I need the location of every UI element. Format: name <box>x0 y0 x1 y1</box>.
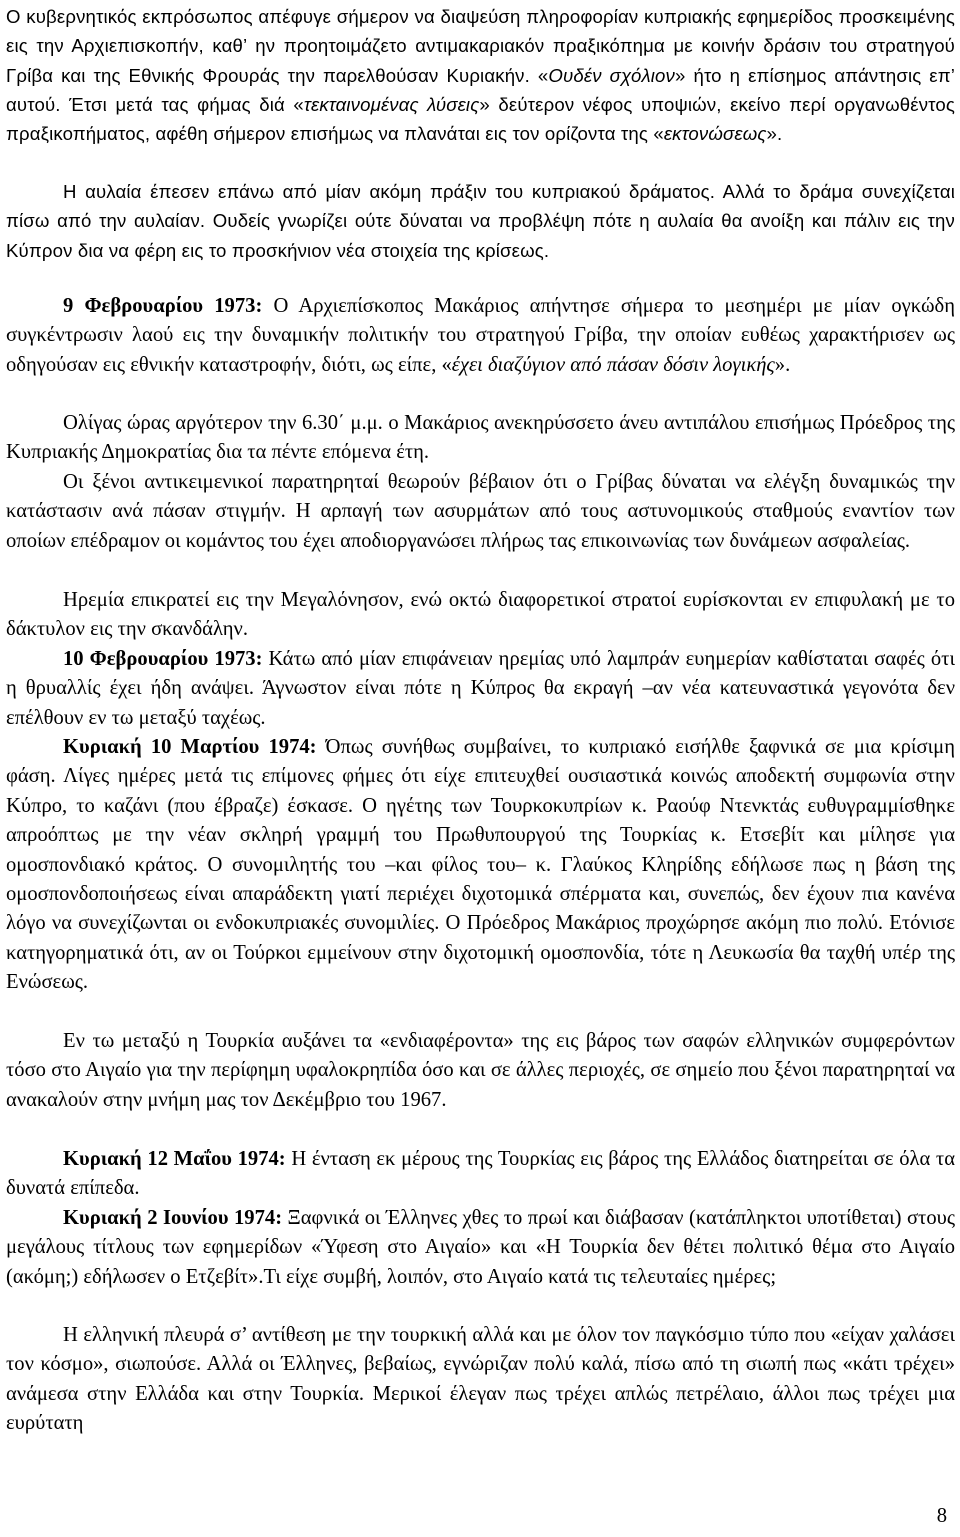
paragraph-text: » δεύτερον νέφος υποψιών, εκείνο περί οργανωθέντος πραξικοπήματος, αφέθη σήμερον επισήμως να πλανάται εις τον ορίζοντα της « <box>6 93 955 145</box>
entry-date: Κυριακή 10 Μαρτίου 1974: <box>63 736 317 758</box>
paragraph-text: Ο Πρόεδρος Μακάριος προχώρησε ακόμη πιο πολύ. <box>439 912 884 935</box>
italic-quote: τεκταινομένας λύσεις <box>303 93 480 115</box>
paragraph-turkey-interests <box>6 1027 955 1115</box>
paragraph-text: Ο συνομιλητής του –και φίλος του– κ. Γλαύκος Κληρίδης εδήλωσε πως η βάση της ομοσπονδοποιήσεως είναι απαράδεκτη γιατί περιέχει διχοτομικά σπέρματα και, συνεπώς, δεν έχουν πια κανένα λόγο να συνεχίζωνται οι ενδοκυπριακές συνομιλίες. <box>6 853 956 935</box>
paragraph-foreign-observers <box>6 468 955 556</box>
paragraph-text: Οι ξένοι αντικειμενικοί παρατηρηταί θεωρούν βέβαιον ότι ο Γρίβας δύναται να ελέγξη δυναμικώς την κατάστασιν ανά πάσαν στιγμήν. <box>6 471 955 523</box>
paragraph-makarios-president <box>6 409 955 468</box>
paragraph-greek-side <box>6 1321 955 1439</box>
entry-date: 10 Φεβρουαρίου <box>63 648 209 670</box>
italic-quote: Ουδέν σχόλιον <box>548 64 675 86</box>
paragraph-curtain <box>6 177 955 265</box>
paragraph-text: Η αρπαγή των ασυρμάτων από τους αστυνομικούς σταθμούς εναντίον των οποίων επέδραμον οι κομάντος του έχει αποδιοργανώσει πλήρως τας επικοινωνίας των δυνάμεων ασφαλείας. <box>6 500 955 552</box>
paragraph-text: Τι είχε συμβή, λοιπόν, στο Αιγαίο κατά τις τελευταίες ημέρες; <box>263 1265 777 1288</box>
paragraph-text: Αλλά οι Έλληνες, βεβαίως, εγνώριζαν πολύ καλά, πίσω από τη σιωπή πως «κάτι τρέχει» ανάμεσα στην Ελλάδα και στην Τουρκία. Μερικοί έλεγαν πως τρέχει απλώς πετρέλαιο, άλλοι πως τρέχει μια ευρύτατη <box>6 1353 955 1435</box>
paragraph-text: Ηρεμία επικρατεί εις την Μεγαλόνησον, ενώ οκτώ διαφορετικοί στρατοί ευρίσκονται εν επιφυλακή με το δάκτυλον εις την σκανδάλην. <box>6 589 955 641</box>
paragraph-coup-rumours <box>6 2 955 148</box>
entry-date: 9 Φεβρουαρίου <box>63 295 204 317</box>
paragraph-text: Ο Αρχιεπίσκοπος Μακάριος απήντησε σήμερα το μεσημέρι με μίαν ογκώδη συγκέντρωσιν λαού εις την δυναμικήν πολιτικήν του στρατηγού Γρίβα, την οποίαν ευθέως χαρακτήρισεν ως οδηγούσαν εις εθνικήν καταστροφήν, διότι, ως είπε, « <box>6 295 956 376</box>
paragraph-text: Η αυλαία έπεσεν επάνω από μίαν ακόμη πράξιν του κυπριακού δράματος. Αλλά το δράμα συνεχίζεται πίσω από την αυλαίαν. Ουδείς γνωρίζει ούτε δύναται να προβλέψη πότε η αυλαία θα ανοίξη και πάλιν εις την Κύπρον δια να φέρη εις το προσκήνιον νέα στοιχεία της κρίσεως. <box>6 181 955 261</box>
page-number: 8 <box>936 1505 947 1527</box>
paragraph-text: Ολίγας ώρας αργότερον την 6.30΄ μ.μ. ο Μακάριος ανεκηρύσσετο άνευ αντιπάλου επισήμως Πρόεδρος της Κυπριακής Δημοκρατίας δια τα πέντε επόμενα έτη. <box>6 412 955 464</box>
paragraph-may-12-1974 <box>6 1145 955 1204</box>
paragraph-text: Εν τω μεταξύ η Τουρκία αυξάνει τα «ενδιαφέροντα» της εις βάρος των σαφών ελληνικών συμφερόντων τόσο στο Αιγαίο για την περίφημη υφαλοκρηπίδα όσο και σε άλλες περιοχές, σε σημείο που ξένοι παρατηρηταί να ανακαλούν στην μνήμη μας τον Δεκέμβριο του 1967. <box>6 1030 955 1111</box>
entry-date: Κυριακή 2 Ιουνίου 1974: <box>63 1207 283 1229</box>
paragraph-text: ». <box>774 353 791 376</box>
entry-year: 1973: <box>208 648 263 670</box>
paragraph-text: » ήτο η επίσημος απάντησις επ’ αυτού. Έτσι μετά τας φήμας διά « <box>6 64 956 115</box>
paragraph-text: Κάτω από μίαν επιφάνειαν ηρεμίας υπό λαμπράν ευημερίαν καθίσταται σαφές ότι η θρυαλλίς έχει ήδη ανάψει. <box>6 648 955 700</box>
italic-quote: εκτονώσεως <box>663 123 767 145</box>
paragraph-text: Λίγες ημέρες μετά τις επίμονες φήμες ότι είχε επιτευχθεί ουσιαστικά κοινώς αποδεκτή συμφωνία στην Κύπρο, το καζάνι (που έβραζε) έσκασε. <box>6 765 955 817</box>
paragraph-text: Η ένταση εκ μέρους της Τουρκίας εις βάρος της Ελλάδος διατηρείται σε όλα τα δυνατά επίπεδα. <box>6 1148 955 1200</box>
italic-quote: έχει διαζύγιον από πάσαν δόσιν λογικής <box>451 353 775 376</box>
paragraph-mar-10-1974 <box>6 733 955 998</box>
entry-date: Κυριακή 12 Μαΐου 1974: <box>63 1148 286 1170</box>
paragraph-text: ». <box>766 123 783 145</box>
document-page <box>6 0 955 1537</box>
paragraph-text: Ο ηγέτης των Τουρκοκυπρίων κ. Ραούφ Ντενκτάς ευθυγραμμίσθηκε απροόπτως με την νέαν σκληρή γραμμή του Πρωθυπουργού της Τουρκίας κ. Ετσεβίτ και μίλησε για ομοσπονδιακό κράτος. <box>6 794 955 876</box>
paragraph-text: Ετόνισε κατηγορηματικά ότι, αν οι Τούρκοι εμμείνουν στην διχοτομική ομοσπονδία, τότε η Λευκωσία θα ταχθή υπέρ της Ενώσεως. <box>6 912 955 994</box>
paragraph-feb-10-1973 <box>6 645 955 733</box>
paragraph-text: Η ελληνική πλευρά σ’ αντίθεση με την τουρκική αλλά και με όλον τον παγκόσμιο τύπο που «είχαν χαλάσει τον κόσμο», σιωπούσε. <box>6 1324 955 1376</box>
paragraph-feb-9-1973 <box>6 292 955 380</box>
paragraph-text: Όπως συνήθως συμβαίνει, το κυπριακό εισήλθε ξαφνικά σε μια κρίσιμη φάση. <box>6 736 955 788</box>
entry-year: 1973: <box>203 295 263 317</box>
paragraph-text: Άγνωστον είναι πότε η Κύπρος θα εκραγή –αν νέα κατευναστικά γεγονότα δεν επέλθουν εν τω μεταξύ ταχέως. <box>6 677 956 729</box>
paragraph-text: Ο κυβερνητικός εκπρόσωπος απέφυγε σήμερον να διαψεύση πληροφορίαν κυπριακής εφημερίδος προσκειμένης εις την Αρχιεπισκοπήν, καθ’ ην προητοιμάζετο αντιμακαριακόν πραξικόπημα με κοινήν δράσιν του στρατηγού Γρίβα και της Εθνικής Φρουράς την παρελθούσαν Κυριακήν. « <box>6 6 955 86</box>
paragraph-jun-2-1974 <box>6 1204 955 1292</box>
paragraph-text: Ξαφνικά οι Έλληνες χθες το πρωί και διάβασαν (κατάπληκτοι υποτίθεται) στους μεγάλους τίτλους των εφημερίδων «Ύφεση στο Αιγαίο» και «Η Τουρκία δεν θέτει πολιτικό θέμα στο Αιγαίο (ακόμη;) εδήλωσεν ο Ετζεβίτ». <box>6 1207 955 1288</box>
paragraph-calm <box>6 586 955 645</box>
